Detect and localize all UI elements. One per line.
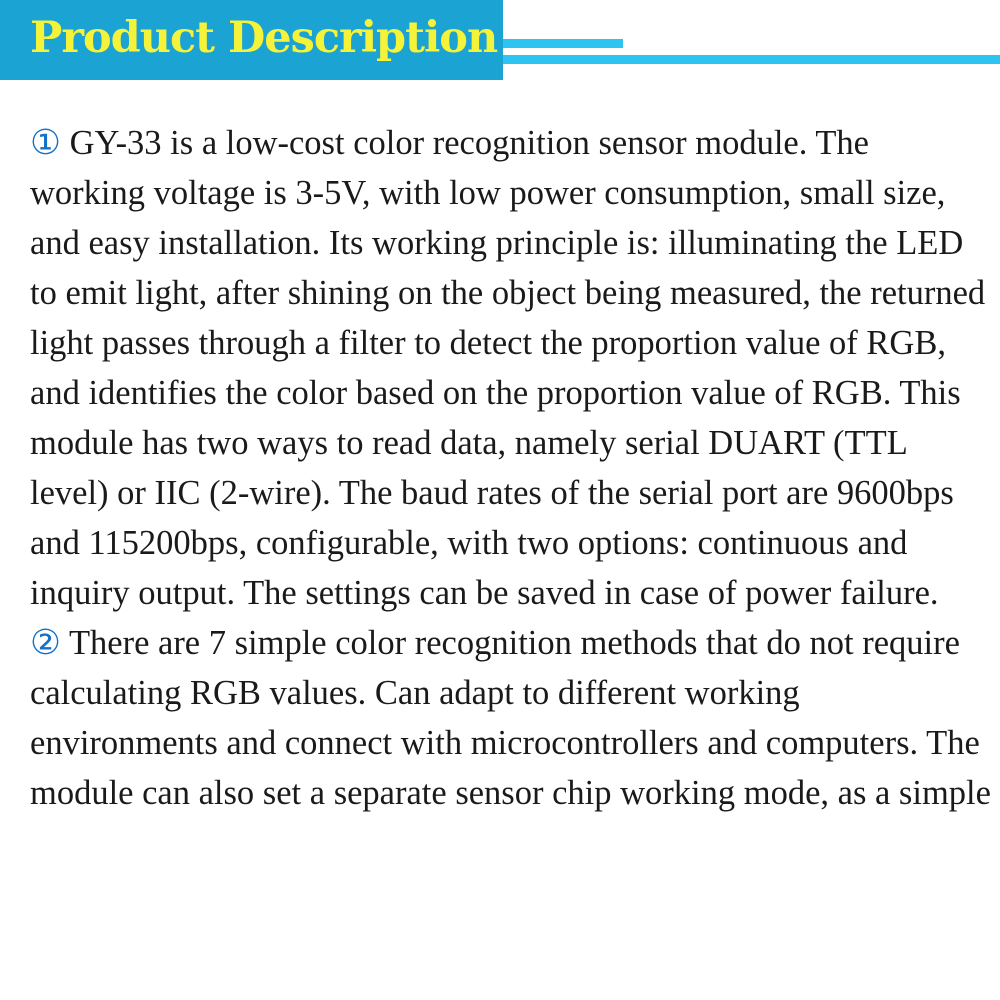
description-body [30, 118, 992, 818]
accent-bar-short [503, 39, 623, 48]
description-paragraph-1 [30, 118, 992, 618]
paragraph-marker: ② [30, 624, 61, 662]
page-title: Product Description [30, 13, 498, 63]
paragraph-marker: ① [30, 124, 61, 162]
header-banner [0, 0, 503, 80]
paragraph-text: GY-33 is a low-cost color recognition sensor module. The working voltage is 3-5V, with low power consumption, small size, and easy installation. Its working principle is: illuminating the LED to emit light, after shining on the object being measured, the returned light passes through a filter to detect the proportion value of RGB, and identifies the color based on the proportion value of RGB. This module has two ways to read data, namely serial DUART (TTL level) or IIC (2-wire). The baud rates of the serial port are 9600bps and 115200bps, configurable, with two options: continuous and inquiry output. The settings can be saved in case of power failure. [30, 124, 986, 612]
paragraph-text: There are 7 simple color recognition methods that do not require calculating RGB values. Can adapt to different working environments and connect with microcontrollers and computers. The module can also set a separate sensor chip working mode, as a simple [30, 624, 991, 812]
accent-bar-long [503, 55, 1000, 64]
description-paragraph-2 [30, 618, 992, 818]
